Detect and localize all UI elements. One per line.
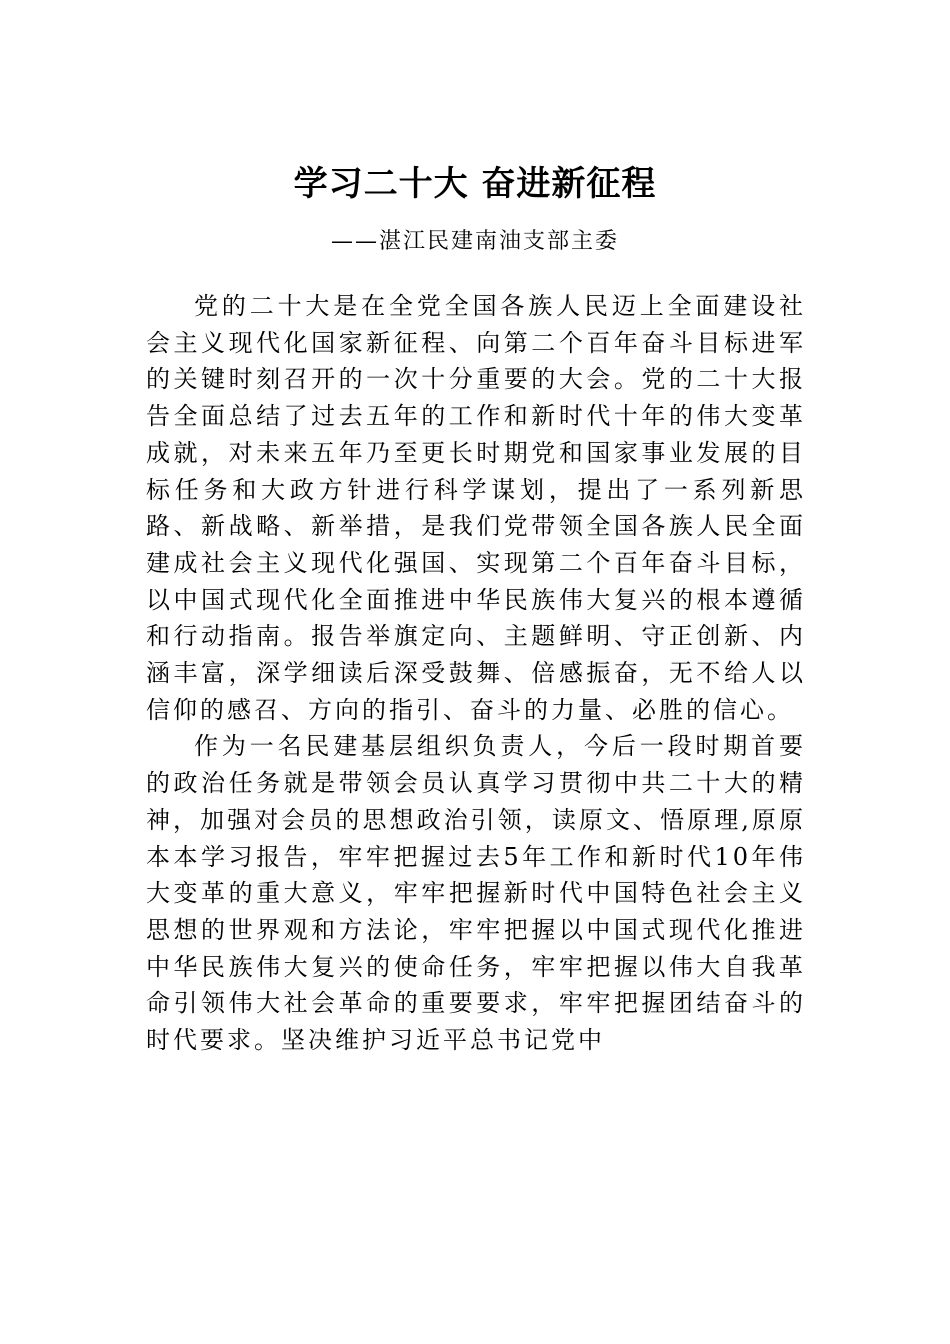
document-subtitle: ——湛江民建南油支部主委 [330,229,619,254]
document-title: 学习二十大 奋进新征程 [293,164,657,204]
body-paragraph: 作为一名民建基层组织负责人，今后一段时期首要的政治任务就是带领会员认真学习贯彻中共二十大的精神，加强对会员的思想政治引领，读原文、悟原理,原原本本学习报告，牢牢把握过去5年工作和新时代10年伟大变革的重大意义，牢牢把握新时代中国特色社会主义思想的世界观和方法论，牢牢把握以中国式现代化推进中华民族伟大复兴的使命任务，牢牢把握以伟大自我革命引领伟大社会革命的重要要求，牢牢把握团结奋斗的时代要求。坚决维护习近平总书记党中 [146,732,806,1055]
body-paragraph: 党的二十大是在全党全国各族人民迈上全面建设社会主义现代化国家新征程、向第二个百年奋斗目标进军的关键时刻召开的一次十分重要的大会。党的二十大报告全面总结了过去五年的工作和新时代十年的伟大变革成就，对未来五年乃至更长时期党和国家事业发展的目标任务和大政方针进行科学谋划，提出了一系列新思路、新战略、新举措，是我们党带领全国各族人民全面建成社会主义现代化强国、实现第二个百年奋斗目标，以中国式现代化全面推进中华民族伟大复兴的根本遵循和行动指南。报告举旗定向、主题鲜明、守正创新、内涵丰富，深学细读后深受鼓舞、倍感振奋，无不给人以信仰的感召、方向的指引、奋斗的力量、必胜的信心。 [146,292,806,724]
document-body [146,288,806,1059]
